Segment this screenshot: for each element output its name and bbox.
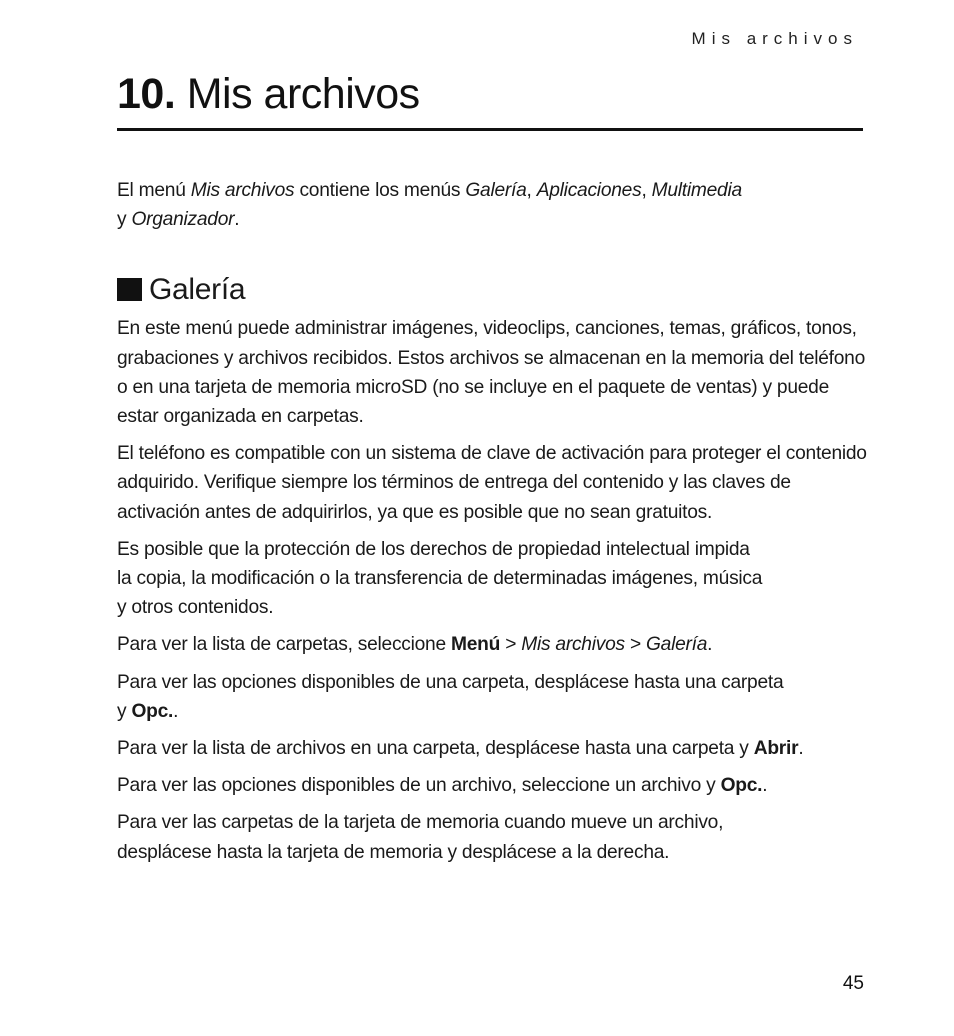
intro-text-3: , <box>526 180 537 201</box>
gallery-paragraph-1: En este menú puede administrar imágenes, videoclips, canciones, temas, gráficos, tonos, grabaciones y archivos recibidos. Estos archivos se almacenan en la memoria del teléfono o en una tarjeta de memoria microSD (no se incluye en el paquete de ventas) y puede estar organizada en carpetas. <box>117 318 866 428</box>
p4-text-1: Para ver la lista de carpetas, seleccione <box>117 634 451 656</box>
p4-period: . <box>707 634 713 656</box>
p4-galeria: Galería <box>645 634 708 656</box>
intro-text-2: contiene los menús <box>294 180 466 201</box>
intro-text-4: , <box>641 180 652 201</box>
gallery-paragraph-2: El teléfono es compatible con un sistema de clave de activación para proteger el contenido adquirido. Verifique siempre los términos de entrega del contenido y las claves de activación antes de adquirirlos, ya que es posible que no sean gratuitos. <box>117 443 867 523</box>
p5-opc-label: Opc. <box>131 700 174 722</box>
p5-text-2: y <box>117 700 132 722</box>
p3-line-1: Es posible que la protección de los derechos de propiedad intelectual impida <box>117 538 750 560</box>
intro-text-6: . <box>234 209 240 231</box>
gallery-paragraph-5 <box>117 668 867 726</box>
section-heading-text: Galería <box>149 273 246 307</box>
p5-period: . <box>173 700 179 722</box>
p4-separator-2: > <box>624 634 646 656</box>
chapter-rule <box>117 128 863 131</box>
p8-line-2: desplácese hasta la tarjeta de memoria y desplácese a la derecha. <box>117 841 670 863</box>
intro-menu-multimedia: Multimedia <box>651 180 742 201</box>
p4-separator-1: > <box>500 634 522 656</box>
page-number: 45 <box>842 973 864 994</box>
intro-menu-galeria: Galería <box>465 180 527 201</box>
gallery-paragraph-3 <box>117 535 867 623</box>
intro-menu-organizador: Organizador <box>131 209 235 231</box>
p7-text-1: Para ver las opciones disponibles de un archivo, seleccione un archivo y <box>117 775 721 797</box>
p4-mis-archivos: Mis archivos <box>521 634 625 656</box>
p6-period: . <box>798 738 804 760</box>
gallery-paragraph-7 <box>117 771 867 800</box>
p3-line-3: y otros contenidos. <box>117 597 274 619</box>
square-bullet-icon <box>117 278 142 301</box>
page-content <box>117 176 867 875</box>
running-head: Mis archivos <box>691 29 858 48</box>
p3-line-2: la copia, la modificación o la transferencia de determinadas imágenes, música <box>117 568 763 590</box>
intro-text-1: El menú <box>117 180 191 201</box>
gallery-paragraph-8 <box>117 808 867 866</box>
intro-text-5: y <box>117 209 132 231</box>
p4-menu-label: Menú <box>451 634 501 656</box>
intro-menu-aplicaciones: Aplicaciones <box>536 180 642 201</box>
section-heading <box>117 270 867 310</box>
chapter-title-text: Mis archivos <box>186 70 420 118</box>
p5-line-1: Para ver las opciones disponibles de una carpeta, desplácese hasta una carpeta <box>117 671 784 693</box>
intro-menu-mis-archivos: Mis archivos <box>190 180 295 201</box>
gallery-paragraph-6 <box>117 734 867 763</box>
p6-abrir-label: Abrir <box>753 738 799 760</box>
chapter-title <box>117 70 420 119</box>
p6-text-1: Para ver la lista de archivos en una carpeta, desplácese hasta una carpeta y <box>117 738 754 760</box>
gallery-paragraph-4 <box>117 630 867 659</box>
intro-paragraph <box>117 176 867 234</box>
chapter-number: 10. <box>117 70 176 118</box>
p7-opc-label: Opc. <box>720 775 763 797</box>
p8-line-1: Para ver las carpetas de la tarjeta de memoria cuando mueve un archivo, <box>117 812 724 834</box>
p7-period: . <box>762 775 768 797</box>
